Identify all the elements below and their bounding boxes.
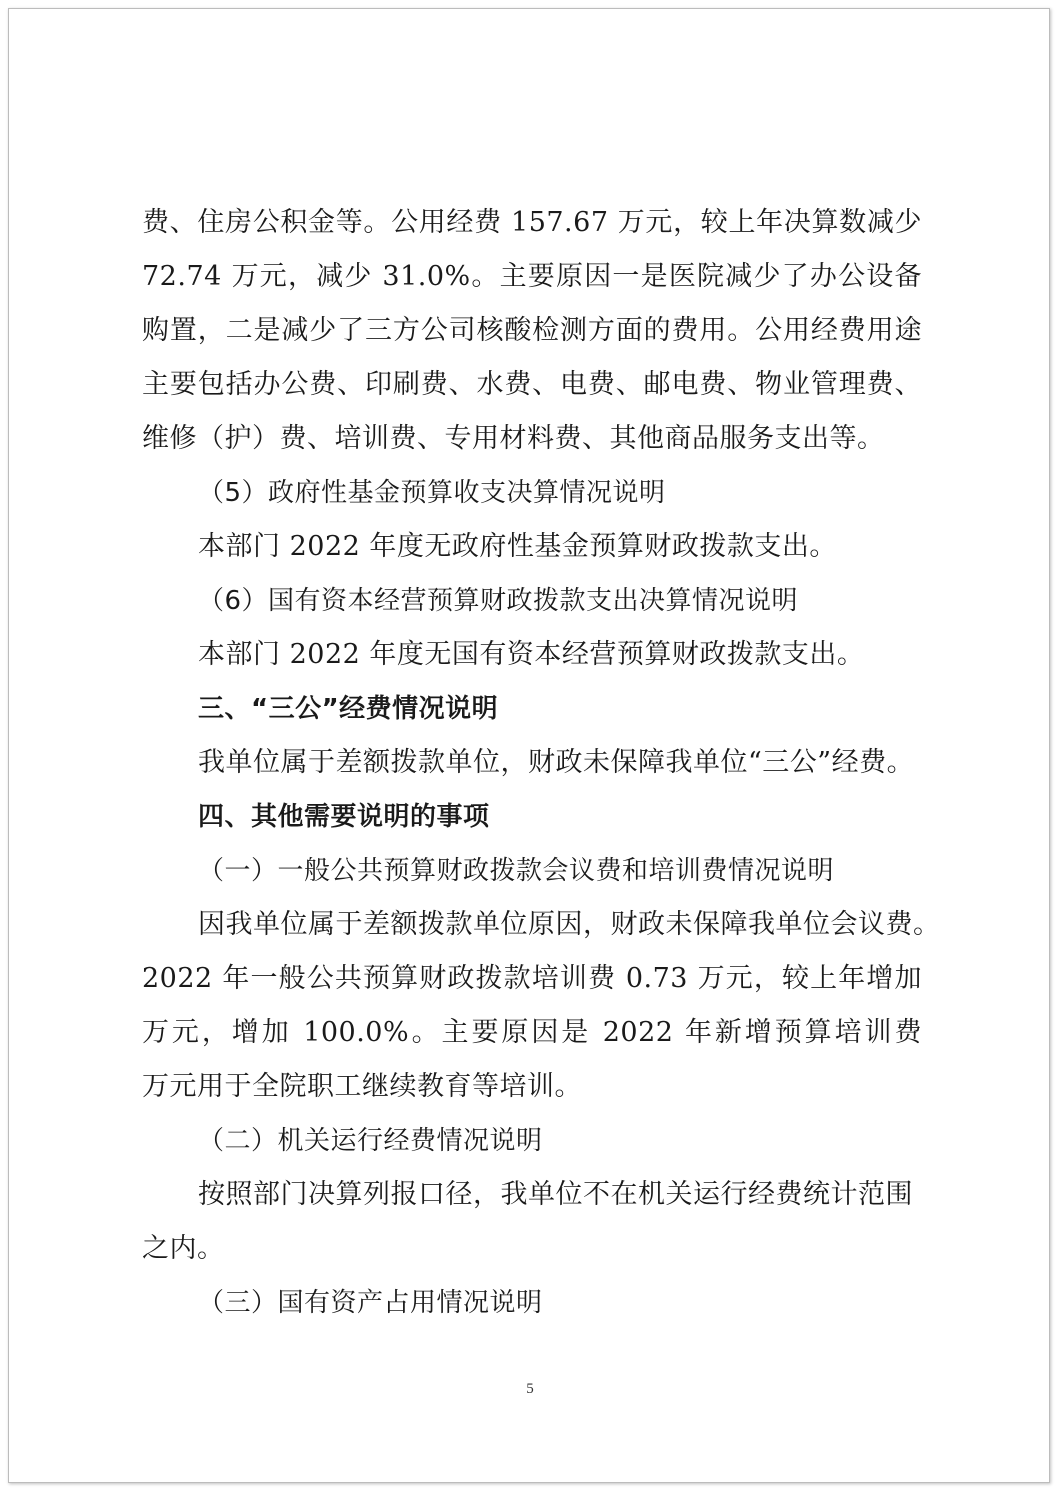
document-body xyxy=(142,196,941,1330)
section-heading: 三、“三公”经费情况说明 xyxy=(198,694,499,724)
paragraph-line: 费、住房公积金等。公用经费 157.67 万元，较上年决算数减少 xyxy=(142,207,922,238)
paragraph-line: 维修（护）费、培训费、专用材料费、其他商品服务支出等。 xyxy=(142,423,885,454)
paragraph-line: 本部门 2022 年度无政府性基金预算财政拨款支出。 xyxy=(198,531,837,562)
page-number: 5 xyxy=(526,1381,534,1397)
section-subheading: （6）国有资本经营预算财政拨款支出决算情况说明 xyxy=(198,586,799,616)
section-subheading: （5）政府性基金预算收支决算情况说明 xyxy=(198,478,666,508)
section-heading: 四、其他需要说明的事项 xyxy=(198,802,490,832)
section-subheading: （三）国有资产占用情况说明 xyxy=(198,1288,543,1318)
paragraph-line: 万元用于全院职工继续教育等培训。 xyxy=(142,1071,582,1102)
section-subheading: （一）一般公共预算财政拨款会议费和培训费情况说明 xyxy=(198,856,835,886)
section-subheading: （二）机关运行经费情况说明 xyxy=(198,1126,543,1156)
paragraph-line: 按照部门决算列报口径，我单位不在机关运行经费统计范围 xyxy=(198,1179,913,1210)
paragraph-line: 我单位属于差额拨款单位，财政未保障我单位“三公”经费。 xyxy=(198,747,915,778)
paragraph-line: 2022 年一般公共预算财政拨款培训费 0.73 万元，较上年增加 xyxy=(142,963,922,994)
paragraph-line: 之内。 xyxy=(142,1233,225,1264)
paragraph-line: 主要包括办公费、印刷费、水费、电费、邮电费、物业管理费、 xyxy=(142,369,922,400)
paragraph-line: 因我单位属于差额拨款单位原因，财政未保障我单位会议费。 xyxy=(198,909,941,940)
paragraph-line: 万元，增加 100.0%。主要原因是 2022 年新增预算培训费 xyxy=(142,1017,922,1048)
paragraph-line: 本部门 2022 年度无国有资本经营预算财政拨款支出。 xyxy=(198,639,865,670)
paragraph-line: 72.74 万元，减少 31.0%。主要原因一是医院减少了办公设备 xyxy=(142,261,922,292)
paragraph-line: 购置，二是减少了三方公司核酸检测方面的费用。公用经费用途 xyxy=(142,315,922,346)
